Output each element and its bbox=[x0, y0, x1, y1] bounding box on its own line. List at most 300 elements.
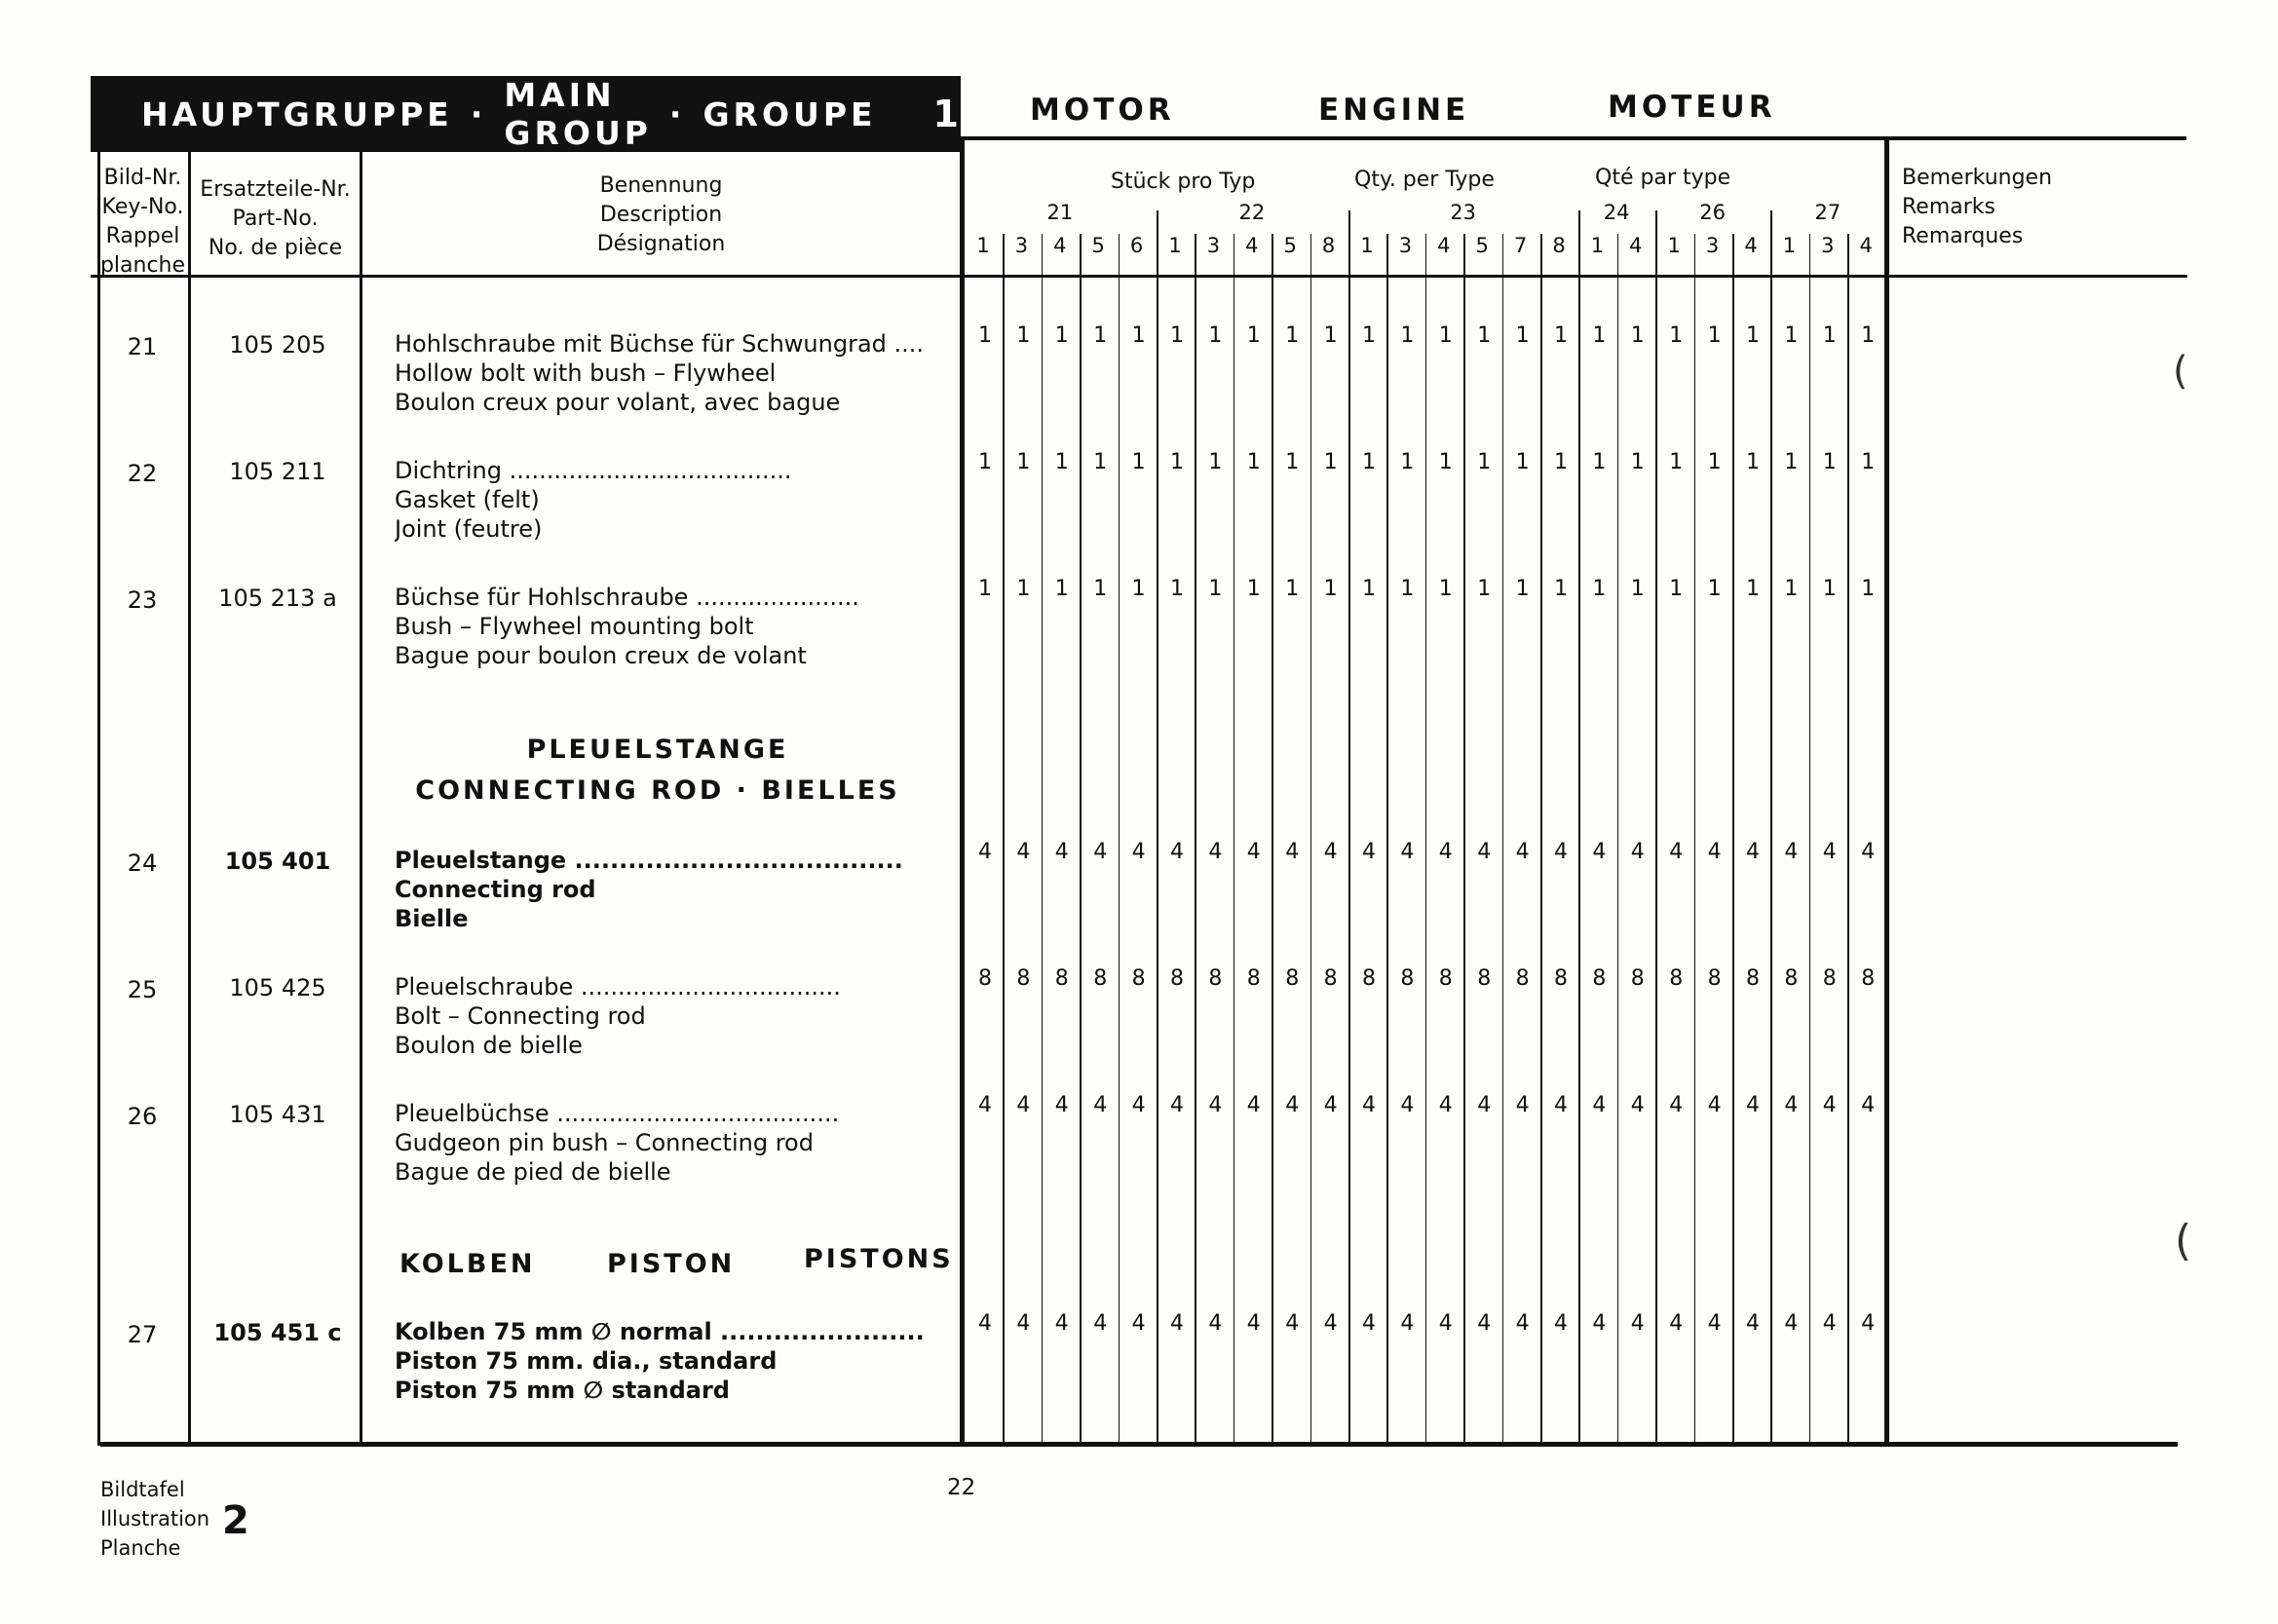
row-description bbox=[395, 329, 930, 417]
qty-column-divider bbox=[1234, 234, 1235, 1444]
part-header-de: Ersatzteile-Nr. bbox=[200, 177, 351, 202]
subheading-kolben: KOLBEN bbox=[399, 1249, 536, 1279]
remarks-header-fr: Remarques bbox=[1902, 224, 2024, 248]
row-qty-cell: 8 bbox=[1630, 966, 1645, 991]
desc-header-fr: Désignation bbox=[596, 232, 726, 256]
row-description-line: Boulon de bielle bbox=[395, 1032, 583, 1059]
row-description bbox=[395, 846, 930, 933]
qty-column-divider bbox=[1617, 234, 1619, 1444]
qty-column-divider bbox=[1732, 234, 1734, 1444]
type-subcol-label: 3 bbox=[1821, 234, 1835, 257]
row-qty-cell: 1 bbox=[1246, 323, 1261, 348]
part-header-en: Part-No. bbox=[232, 207, 319, 231]
row-qty-cell: 8 bbox=[1669, 966, 1684, 991]
row-description-line: Hohlschraube mit Büchse für Schwungrad .... bbox=[395, 330, 925, 358]
plate-label-en: Illustration bbox=[100, 1507, 210, 1530]
row-qty-cell: 1 bbox=[978, 323, 992, 348]
desc-header-en: Description bbox=[599, 203, 723, 227]
row-qty-cell: 1 bbox=[978, 450, 992, 474]
row-qty-cell: 8 bbox=[1477, 966, 1492, 991]
type-subcol-label: 4 bbox=[1744, 234, 1758, 257]
row-qty-cell: 1 bbox=[1861, 323, 1876, 348]
row-key-number: 22 bbox=[127, 460, 158, 487]
rule-table-bottom bbox=[100, 1442, 2178, 1447]
row-qty-cell: 4 bbox=[1784, 1093, 1799, 1117]
row-qty-cell: 4 bbox=[1054, 1093, 1069, 1117]
row-qty-cell: 1 bbox=[1707, 577, 1722, 601]
type-subcol-label: 1 bbox=[976, 234, 990, 257]
row-qty-cell: 4 bbox=[1016, 1093, 1031, 1117]
plate-label bbox=[100, 1475, 209, 1563]
row-qty-cell: 1 bbox=[1669, 577, 1684, 601]
qty-column-divider bbox=[1272, 234, 1273, 1444]
row-qty-cell: 4 bbox=[1246, 840, 1261, 864]
row-description-line: Pleuelschraube ................................... bbox=[395, 973, 841, 1001]
margin-mark-1: ( bbox=[2173, 349, 2188, 394]
row-description-line: Hollow bolt with bush – Flywheel bbox=[395, 359, 777, 387]
row-qty-cell: 4 bbox=[1477, 1093, 1492, 1117]
desc-header bbox=[362, 171, 960, 259]
type-subcol-label: 1 bbox=[1590, 234, 1605, 257]
qty-column-divider bbox=[1310, 234, 1312, 1444]
title-engine: ENGINE bbox=[1318, 93, 1470, 128]
row-qty-cell: 4 bbox=[1438, 1311, 1453, 1336]
margin-mark-2: ( bbox=[2175, 1216, 2192, 1265]
row-qty-cell: 4 bbox=[1170, 1093, 1184, 1117]
row-qty-cell: 4 bbox=[1016, 1311, 1031, 1336]
row-qty-cell: 4 bbox=[1323, 1093, 1338, 1117]
row-qty-cell: 1 bbox=[1131, 577, 1146, 601]
type-subcol-label: 3 bbox=[1206, 234, 1221, 257]
title-motor: MOTOR bbox=[1030, 93, 1175, 128]
row-qty-cell: 4 bbox=[1861, 1093, 1876, 1117]
row-key-number: 21 bbox=[127, 333, 158, 360]
qty-column-divider bbox=[1694, 234, 1696, 1444]
row-description bbox=[395, 583, 930, 670]
qty-column-divider bbox=[1195, 234, 1196, 1444]
row-qty-cell: 1 bbox=[1822, 577, 1837, 601]
row-qty-cell: 8 bbox=[1285, 966, 1300, 991]
row-qty-cell: 1 bbox=[1822, 323, 1837, 348]
row-qty-cell: 4 bbox=[1822, 840, 1837, 864]
type-subcol-label: 4 bbox=[1859, 234, 1873, 257]
row-qty-cell: 1 bbox=[1515, 323, 1530, 348]
qty-column-divider bbox=[1080, 234, 1082, 1444]
row-qty-cell: 4 bbox=[1285, 1311, 1300, 1336]
row-qty-cell: 1 bbox=[1707, 450, 1722, 474]
row-description-line: Kolben 75 mm ∅ normal ....................... bbox=[395, 1318, 925, 1345]
row-qty-cell: 1 bbox=[1822, 450, 1837, 474]
row-qty-cell: 4 bbox=[1054, 1311, 1069, 1336]
plate-label-de: Bildtafel bbox=[100, 1478, 185, 1501]
row-qty-cell: 8 bbox=[1592, 966, 1607, 991]
row-qty-cell: 1 bbox=[1208, 450, 1223, 474]
row-qty-cell: 1 bbox=[1784, 450, 1799, 474]
subheading-connecting-rod: CONNECTING ROD · BIELLES bbox=[415, 775, 900, 806]
qty-header-fr: Qté par type bbox=[1595, 166, 1731, 190]
row-qty-cell: 4 bbox=[1131, 1311, 1146, 1336]
row-qty-cell: 8 bbox=[1707, 966, 1722, 991]
qty-column-divider bbox=[1847, 234, 1849, 1444]
row-qty-cell: 8 bbox=[1093, 966, 1108, 991]
row-qty-cell: 1 bbox=[1746, 450, 1760, 474]
row-qty-cell: 8 bbox=[1822, 966, 1837, 991]
row-qty-cell: 4 bbox=[1477, 840, 1492, 864]
row-qty-cell: 1 bbox=[1477, 450, 1492, 474]
row-key-number: 26 bbox=[127, 1103, 158, 1130]
type-subcol-label: 6 bbox=[1129, 234, 1144, 257]
row-qty-cell: 1 bbox=[1630, 323, 1645, 348]
type-group-label: 26 bbox=[1699, 201, 1727, 224]
row-qty-cell: 1 bbox=[1093, 577, 1108, 601]
row-qty-cell: 1 bbox=[1131, 450, 1146, 474]
row-part-number: 105 205 bbox=[229, 331, 326, 359]
row-qty-cell: 4 bbox=[1438, 840, 1453, 864]
qty-column-divider bbox=[1042, 234, 1044, 1444]
row-qty-cell: 4 bbox=[1208, 840, 1223, 864]
row-qty-cell: 4 bbox=[978, 1093, 992, 1117]
key-header bbox=[97, 164, 188, 281]
row-qty-cell: 8 bbox=[1554, 966, 1568, 991]
banner-main-group: MAIN GROUP bbox=[504, 76, 652, 152]
row-qty-cell: 1 bbox=[1592, 450, 1607, 474]
row-qty-cell: 1 bbox=[1400, 323, 1415, 348]
key-header-fr-2: planche bbox=[99, 253, 186, 278]
subheading-piston: PISTON bbox=[607, 1249, 736, 1279]
row-qty-cell: 1 bbox=[1438, 450, 1453, 474]
row-description-line: Boulon creux pour volant, avec bague bbox=[395, 389, 841, 416]
type-group-label: 23 bbox=[1450, 201, 1476, 224]
key-header-fr-1: Rappel bbox=[105, 224, 180, 248]
row-qty-cell: 1 bbox=[1323, 323, 1338, 348]
row-qty-cell: 4 bbox=[1016, 840, 1031, 864]
row-qty-cell: 4 bbox=[1669, 1311, 1684, 1336]
row-description-line: Bague de pied de bielle bbox=[395, 1158, 671, 1186]
row-qty-cell: 4 bbox=[1093, 1311, 1108, 1336]
type-subcol-label: 3 bbox=[1705, 234, 1720, 257]
row-qty-cell: 4 bbox=[1707, 840, 1722, 864]
type-group-divider bbox=[1578, 210, 1580, 236]
row-qty-cell: 8 bbox=[1170, 966, 1184, 991]
row-qty-cell: 4 bbox=[1784, 840, 1799, 864]
row-qty-cell: 4 bbox=[1362, 1093, 1376, 1117]
row-description-line: Bolt – Connecting rod bbox=[395, 1002, 646, 1030]
row-qty-cell: 1 bbox=[1477, 577, 1492, 601]
row-qty-cell: 4 bbox=[1746, 840, 1760, 864]
row-qty-cell: 4 bbox=[1630, 1093, 1645, 1117]
type-subcol-label: 3 bbox=[1014, 234, 1029, 257]
row-qty-cell: 1 bbox=[1323, 450, 1338, 474]
row-qty-cell: 4 bbox=[1630, 840, 1645, 864]
row-qty-cell: 4 bbox=[1362, 840, 1376, 864]
banner-group-number: 1 bbox=[932, 93, 963, 135]
row-qty-cell: 1 bbox=[1630, 577, 1645, 601]
banner-sep-2: · bbox=[668, 94, 686, 133]
row-qty-cell: 8 bbox=[1400, 966, 1415, 991]
key-header-en: Key-No. bbox=[101, 195, 184, 219]
row-qty-cell: 1 bbox=[1170, 577, 1184, 601]
row-qty-cell: 1 bbox=[1170, 450, 1184, 474]
remarks-header-en: Remarks bbox=[1902, 195, 1995, 219]
row-qty-cell: 8 bbox=[1054, 966, 1069, 991]
desc-header-de: Benennung bbox=[599, 173, 723, 198]
qty-header-en: Qty. per Type bbox=[1354, 168, 1495, 192]
row-qty-cell: 4 bbox=[1861, 840, 1876, 864]
row-qty-cell: 8 bbox=[978, 966, 992, 991]
row-description-line: Piston 75 mm. dia., standard bbox=[395, 1347, 778, 1375]
row-qty-cell: 1 bbox=[1400, 450, 1415, 474]
type-subcol-label: 4 bbox=[1245, 234, 1259, 257]
row-qty-cell: 4 bbox=[1438, 1093, 1453, 1117]
row-qty-cell: 1 bbox=[1630, 450, 1645, 474]
row-qty-cell: 1 bbox=[1208, 577, 1223, 601]
row-qty-cell: 8 bbox=[1246, 966, 1261, 991]
row-qty-cell: 4 bbox=[1630, 1311, 1645, 1336]
row-qty-cell: 1 bbox=[1592, 323, 1607, 348]
row-qty-cell: 8 bbox=[1515, 966, 1530, 991]
row-description bbox=[395, 456, 930, 544]
row-description bbox=[395, 1317, 930, 1405]
type-subcol-label: 4 bbox=[1053, 234, 1067, 257]
row-qty-cell: 8 bbox=[1861, 966, 1876, 991]
type-subcol-label: 1 bbox=[1667, 234, 1681, 257]
row-key-number: 25 bbox=[127, 976, 158, 1003]
row-qty-cell: 4 bbox=[1093, 840, 1108, 864]
row-qty-cell: 1 bbox=[1438, 577, 1453, 601]
qty-column-divider bbox=[1386, 234, 1388, 1444]
row-qty-cell: 1 bbox=[1054, 323, 1069, 348]
row-qty-cell: 1 bbox=[1170, 323, 1184, 348]
row-part-number: 105 451 c bbox=[213, 1319, 342, 1346]
qty-column-divider bbox=[1540, 234, 1542, 1444]
row-qty-cell: 1 bbox=[1592, 577, 1607, 601]
row-qty-cell: 4 bbox=[1131, 840, 1146, 864]
row-qty-cell: 4 bbox=[1822, 1311, 1837, 1336]
type-subcol-label: 5 bbox=[1283, 234, 1297, 257]
row-qty-cell: 4 bbox=[1861, 1311, 1876, 1336]
row-qty-cell: 4 bbox=[1707, 1093, 1722, 1117]
qty-column-divider bbox=[1003, 234, 1005, 1444]
row-qty-cell: 4 bbox=[1707, 1311, 1722, 1336]
qty-column-divider bbox=[1348, 234, 1350, 1444]
row-qty-cell: 8 bbox=[1362, 966, 1376, 991]
row-qty-cell: 4 bbox=[1554, 1311, 1568, 1336]
row-qty-cell: 4 bbox=[1477, 1311, 1492, 1336]
row-qty-cell: 1 bbox=[1861, 577, 1876, 601]
part-header bbox=[191, 175, 360, 263]
row-key-number: 24 bbox=[127, 850, 158, 877]
qty-header-de: Stück pro Typ bbox=[1111, 170, 1256, 194]
banner-hauptgruppe: HAUPTGRUPPE bbox=[141, 94, 453, 133]
row-qty-cell: 4 bbox=[1400, 1093, 1415, 1117]
row-qty-cell: 8 bbox=[1438, 966, 1453, 991]
row-qty-cell: 1 bbox=[1016, 450, 1031, 474]
remarks-header-de: Bemerkungen bbox=[1902, 166, 2053, 190]
row-part-number: 105 425 bbox=[229, 974, 326, 1001]
row-qty-cell: 1 bbox=[1362, 450, 1376, 474]
qty-column-divider bbox=[1809, 234, 1811, 1444]
row-qty-cell: 4 bbox=[978, 840, 992, 864]
key-header-de: Bild-Nr. bbox=[103, 166, 182, 190]
row-qty-cell: 4 bbox=[1554, 1093, 1568, 1117]
row-description-line: Dichtring ...................................... bbox=[395, 457, 792, 484]
row-description-line: Connecting rod bbox=[395, 876, 596, 903]
row-qty-cell: 4 bbox=[1746, 1311, 1760, 1336]
qty-column-divider bbox=[1157, 234, 1158, 1444]
row-qty-cell: 1 bbox=[978, 577, 992, 601]
row-qty-cell: 1 bbox=[1054, 577, 1069, 601]
type-subcol-label: 4 bbox=[1629, 234, 1643, 257]
plate-label-fr: Planche bbox=[100, 1536, 181, 1560]
type-group-label: 24 bbox=[1603, 201, 1630, 224]
row-qty-cell: 4 bbox=[1054, 840, 1069, 864]
row-qty-cell: 1 bbox=[1246, 450, 1261, 474]
row-part-number: 105 431 bbox=[229, 1101, 326, 1128]
row-qty-cell: 1 bbox=[1707, 323, 1722, 348]
title-moteur: MOTEUR bbox=[1608, 90, 1776, 125]
row-qty-cell: 1 bbox=[1554, 450, 1568, 474]
row-description-line: Pleuelbüchse ...................................... bbox=[395, 1100, 840, 1127]
type-subcol-label: 5 bbox=[1091, 234, 1105, 257]
row-qty-cell: 1 bbox=[1784, 577, 1799, 601]
type-group-divider bbox=[1348, 210, 1350, 236]
row-qty-cell: 1 bbox=[1746, 577, 1760, 601]
type-group-label: 21 bbox=[1046, 201, 1074, 224]
row-qty-cell: 4 bbox=[1746, 1093, 1760, 1117]
row-description bbox=[395, 972, 930, 1060]
row-qty-cell: 1 bbox=[1131, 323, 1146, 348]
row-qty-cell: 4 bbox=[1400, 840, 1415, 864]
row-qty-cell: 4 bbox=[1362, 1311, 1376, 1336]
rule-desc bbox=[960, 136, 965, 1446]
row-description-line: Gudgeon pin bush – Connecting rod bbox=[395, 1129, 814, 1156]
main-group-banner bbox=[91, 76, 961, 152]
row-qty-cell: 1 bbox=[1285, 450, 1300, 474]
row-part-number: 105 401 bbox=[224, 848, 331, 875]
row-qty-cell: 1 bbox=[1438, 323, 1453, 348]
type-subcol-label: 4 bbox=[1437, 234, 1451, 257]
row-qty-cell: 1 bbox=[1362, 577, 1376, 601]
remarks-header bbox=[1902, 164, 2052, 251]
type-subcol-label: 8 bbox=[1552, 234, 1566, 257]
banner-sep-1: · bbox=[470, 94, 487, 133]
row-qty-cell: 4 bbox=[1515, 1093, 1530, 1117]
row-qty-cell: 8 bbox=[1131, 966, 1146, 991]
row-qty-cell: 4 bbox=[1669, 1093, 1684, 1117]
row-qty-cell: 4 bbox=[1093, 1093, 1108, 1117]
row-qty-cell: 4 bbox=[1131, 1093, 1146, 1117]
row-qty-cell: 1 bbox=[1784, 323, 1799, 348]
row-qty-cell: 1 bbox=[1362, 323, 1376, 348]
row-description-line: Bague pour boulon creux de volant bbox=[395, 642, 807, 669]
row-description-line: Gasket (felt) bbox=[395, 486, 540, 513]
part-header-fr: No. de pièce bbox=[208, 236, 343, 260]
row-qty-cell: 1 bbox=[1477, 323, 1492, 348]
row-description-line: Piston 75 mm ∅ standard bbox=[395, 1377, 730, 1404]
row-qty-cell: 1 bbox=[1400, 577, 1415, 601]
type-group-divider bbox=[1655, 210, 1657, 236]
row-qty-cell: 4 bbox=[1246, 1311, 1261, 1336]
row-qty-cell: 1 bbox=[1669, 450, 1684, 474]
row-description-line: Joint (feutre) bbox=[395, 515, 543, 543]
qty-column-divider bbox=[1425, 234, 1427, 1444]
row-qty-cell: 1 bbox=[1054, 450, 1069, 474]
page-number: 22 bbox=[947, 1475, 976, 1500]
row-qty-cell: 4 bbox=[1208, 1311, 1223, 1336]
type-subcol-label: 1 bbox=[1168, 234, 1182, 257]
row-part-number: 105 211 bbox=[229, 458, 326, 485]
row-description-line: Bush – Flywheel mounting bolt bbox=[395, 613, 754, 640]
type-group-divider bbox=[1157, 210, 1158, 236]
row-qty-cell: 1 bbox=[1323, 577, 1338, 601]
type-group-label: 27 bbox=[1814, 201, 1841, 224]
row-qty-cell: 4 bbox=[1208, 1093, 1223, 1117]
type-subcol-label: 8 bbox=[1321, 234, 1336, 257]
banner-groupe: GROUPE bbox=[702, 94, 877, 133]
row-qty-cell: 4 bbox=[1592, 1093, 1607, 1117]
row-qty-cell: 1 bbox=[1861, 450, 1876, 474]
row-qty-cell: 4 bbox=[1170, 840, 1184, 864]
row-qty-cell: 4 bbox=[1592, 1311, 1607, 1336]
row-qty-cell: 1 bbox=[1016, 323, 1031, 348]
row-qty-cell: 8 bbox=[1746, 966, 1760, 991]
qty-column-divider bbox=[1463, 234, 1465, 1444]
type-subcol-label: 1 bbox=[1360, 234, 1374, 257]
row-qty-cell: 8 bbox=[1784, 966, 1799, 991]
row-qty-cell: 4 bbox=[1784, 1311, 1799, 1336]
row-qty-cell: 4 bbox=[1285, 840, 1300, 864]
rule-title-bottom bbox=[961, 136, 2186, 140]
row-qty-cell: 8 bbox=[1208, 966, 1223, 991]
qty-column-divider bbox=[1578, 234, 1580, 1444]
row-qty-cell: 4 bbox=[1285, 1093, 1300, 1117]
subheading-pleuelstange: PLEUELSTANGE bbox=[526, 735, 789, 765]
row-qty-cell: 4 bbox=[1515, 840, 1530, 864]
subheading-pistons: PISTONS bbox=[804, 1244, 954, 1274]
row-qty-cell: 1 bbox=[1285, 577, 1300, 601]
type-subcol-label: 3 bbox=[1398, 234, 1413, 257]
row-qty-cell: 4 bbox=[1323, 1311, 1338, 1336]
type-subcol-label: 1 bbox=[1782, 234, 1797, 257]
row-qty-cell: 4 bbox=[1554, 840, 1568, 864]
row-key-number: 27 bbox=[127, 1321, 158, 1348]
type-group-label: 22 bbox=[1238, 201, 1266, 224]
row-qty-cell: 4 bbox=[1246, 1093, 1261, 1117]
row-qty-cell: 1 bbox=[1669, 323, 1684, 348]
rule-key bbox=[188, 152, 191, 1446]
qty-column-divider bbox=[1119, 234, 1120, 1444]
row-qty-cell: 4 bbox=[1592, 840, 1607, 864]
qty-column-divider bbox=[1770, 234, 1772, 1444]
row-description bbox=[395, 1099, 930, 1187]
row-part-number: 105 213 a bbox=[218, 585, 337, 612]
qty-column-divider bbox=[1502, 234, 1504, 1444]
row-qty-cell: 1 bbox=[1554, 577, 1568, 601]
row-qty-cell: 1 bbox=[1515, 577, 1530, 601]
row-qty-cell: 4 bbox=[1170, 1311, 1184, 1336]
row-qty-cell: 8 bbox=[1016, 966, 1031, 991]
row-qty-cell: 4 bbox=[978, 1311, 992, 1336]
row-qty-cell: 1 bbox=[1016, 577, 1031, 601]
qty-column-divider bbox=[1655, 234, 1657, 1444]
row-qty-cell: 1 bbox=[1093, 323, 1108, 348]
plate-number: 2 bbox=[222, 1498, 249, 1543]
row-qty-cell: 4 bbox=[1400, 1311, 1415, 1336]
row-qty-cell: 1 bbox=[1246, 577, 1261, 601]
row-qty-cell: 4 bbox=[1515, 1311, 1530, 1336]
row-description-line: Bielle bbox=[395, 905, 469, 932]
type-subcol-label: 7 bbox=[1513, 234, 1528, 257]
